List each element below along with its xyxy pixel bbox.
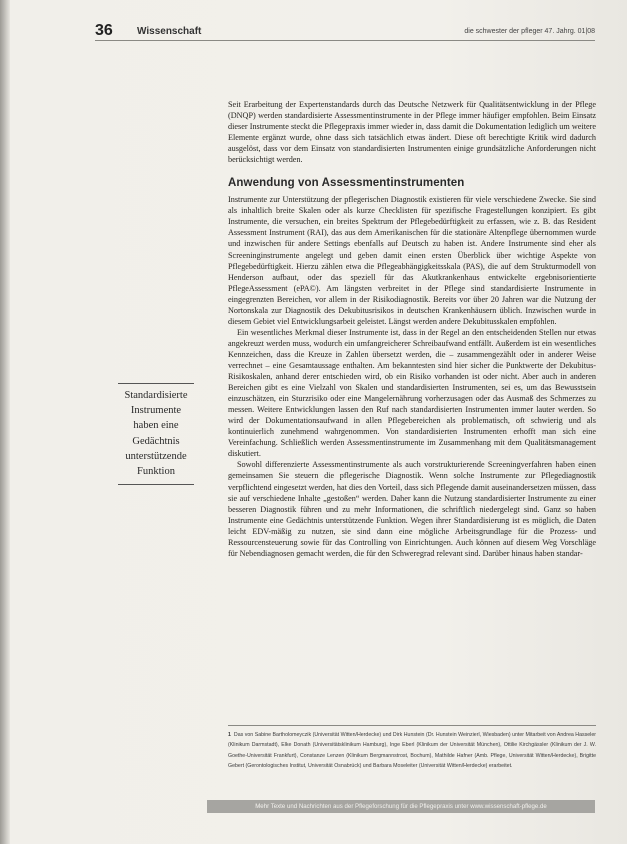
body-paragraph: Sowohl differenzierte Assessmentinstrumente als auch vorstrukturierende Screeningverfahren haben einen gemeinsamen Sie steuern die pflegerische Diagnostik. Wenn solche Instrumente zur Pflegediagnostik verpflichtend eingesetzt werden, hat dies den Vorteil, dass sich Pflegende damit auseinandersetzen müssen, dass sie auf verschiedene Inhalte „gestoßen“ werden. Daher kann die Nutzung standardisierter Instrumente zu einer besseren Diagnostik führen und zu mehr Informationen, die schriftlich niedergelegt sind. Ganz so haben Instrumente eine Gedächtnis unterstützende Funktion. Wegen ihrer Standardisierung ist es möglich, die Daten leicht EDV-mäßig zu nutzen, sie sind dann eine mögliche Arbeitsgrundlage für die Prozess- und Ressourcensteuerung sowie für das Controlling von Einrichtungen. Auch können auf diesem Weg Vorschläge für Nebendiagnosen gemacht werden, die für den Schweregrad relevant sind. Darüber hinaus haben standar- bbox=[228, 460, 596, 558]
section-label: Wissenschaft bbox=[137, 26, 202, 37]
book-gutter-shadow bbox=[0, 0, 10, 844]
footnote-marker: 1 bbox=[228, 732, 231, 738]
header-rule bbox=[95, 40, 595, 41]
footnote bbox=[228, 730, 596, 771]
section-heading: Anwendung von Assessmentinstrumenten bbox=[228, 177, 465, 190]
issue-label: die schwester der pfleger 47. Jahrg. 01|08 bbox=[464, 28, 595, 35]
article-body bbox=[228, 99, 596, 559]
page-number: 36 bbox=[95, 22, 113, 39]
footnote-rule bbox=[228, 725, 596, 726]
bottom-banner: Mehr Texte und Nachrichten aus der Pflegeforschung für die Pflegepraxis unter www.wissenschaft-pflege.de bbox=[207, 800, 595, 813]
intro-paragraph: Seit Erarbeitung der Expertenstandards durch das Deutsche Netzwerk für Qualitätsentwicklung in der Pflege (DNQP) werden standardisierte Assessmentinstrumente in der Pflege immer häufiger empfohlen. Beim Einsatz dieser Instrumente steckt die Pflegepraxis immer wieder in, dass damit die Dokumentation lediglich um weitere Elemente ergänzt wurde, ohne dass sich tatsächlich etwas ändert. Diese oft berechtigte Kritik wird dadurch ausgelöst, dass vor dem Einsatz von standardisierten Instrumenten einige grundsätzliche Anforderungen nicht berücksichtigt werden. bbox=[228, 100, 596, 165]
body-paragraph: Ein wesentliches Merkmal dieser Instrumente ist, dass in der Regel an den entscheidenden Stellen nur etwas angekreuzt werden muss, wodurch ein umfangreicherer Schreibaufwand entfällt. Außerdem ist ein wesentliches Kennzeichen, dass die Kreuze in Zahlen übersetzt werden, die – zusammengezählt oder in anderer Weise verrechnet – eine Gesamtaussage enthalten. Am bekanntesten sind hier sicher die Punktwerte der Dekubitus-Risikoskalen, anhand derer entschieden wird, ob ein Risiko vorhanden ist oder nicht. Aber auch in anderen Bereichen gibt es eine Vielzahl von Skalen und standardisierten Instrumenten, sei es, um das Bewusstsein einzuschätzen, ein Sturzrisiko oder eine Mangelernährung vorherzusagen oder das Ausmaß des Schmerzes zu messen. Weitere Entwicklungen lassen den Ruf nach standardisierten Instrumenten immer lauter werden. So wird der Dokumentationsaufwand in allen Pflegebereichen als problematisch, oft schwierig und als kontinuierlich zunehmend wahrgenommen. Von standardisierten Instrumenten erhofft man sich eine Vereinfachung. Schließlich werden Assessmentinstrumente im Zusammenhang mit dem Qualitätsmanagement diskutiert. bbox=[228, 327, 596, 459]
footnote-text: Das von Sabine Bartholomeyczik (Universität Witten/Herdecke) und Dirk Hunstein (Dr. Hunstein Weinzierl, Wiesbaden) unter Mitarbeit von Andrea Hasseler (Klinikum Darmstadt), Elke Donath (Universitätsklinikum Hamburg), Inge Eberl (Klinikum der Universität München), Ottilie Kirchgässler (Klinikum der J. W. Goethe-Universität Frankfurt), Constanze Lenzen (Klinikum Bergmannstrost, Bochum), Mathilde Hafner (Amb. Pflege, Universität Witten/Herdecke), Brigitte Gebert (Gerontologisches Institut, Universität Osnabrück) und Barbara Moseleiter (Universität Witten/Herdecke) erarbeitet. bbox=[228, 732, 596, 769]
pull-quote: Standardisierte Instrumente haben eine Gedächtnis unterstützende Funktion bbox=[118, 383, 194, 485]
body-paragraph: Instrumente zur Unterstützung der pflegerischen Diagnostik existieren für viele verschiedene Zwecke. Sie sind als inhaltlich breite Skalen oder als kurze Checklisten für spezifische Fragestellungen konzipiert. Es gibt Instrumente, die versuchen, ein breites Spektrum der Pflegebedürftigkeit zu erfassen, wie z. B. das Resident Assessment Instrument (RAI), das aus dem Amerikanischen für die stationäre Altenpflege übernommen wurde und inzwischen für andere Settings ebenfalls auf Deutsch zu haben ist. Andere Instrumente sind eher als Screeninginstrumente angelegt und geben damit einen ersten Überblick über wichtige Aspekte von Pflegebedürftigkeit. Hierzu zählen etwa die Pflegeabhängigkeitsskala (PAS), die auf dem Strukturmodell von Henderson aufbaut, oder das speziell für das Akutkrankenhaus entwickelte ergebnisorientierte PflegeAssessment (ePA©). Am längsten verbreitet in der Pflege sind standardisierte Instrumente in eingegrenzten Bereichen, vor allem in der Risikodiagnostik. Bereits vor über 20 Jahren war die Nutzung der Nortonskala zur Diagnostik des Dekubitusrisikos in deutschen Krankenhäusern üblich. Inzwischen wurde in diesem Gebiet viel Entwicklungsarbeit geleistet. Längst werden andere Dekubitusskalen empfohlen. bbox=[228, 195, 596, 326]
